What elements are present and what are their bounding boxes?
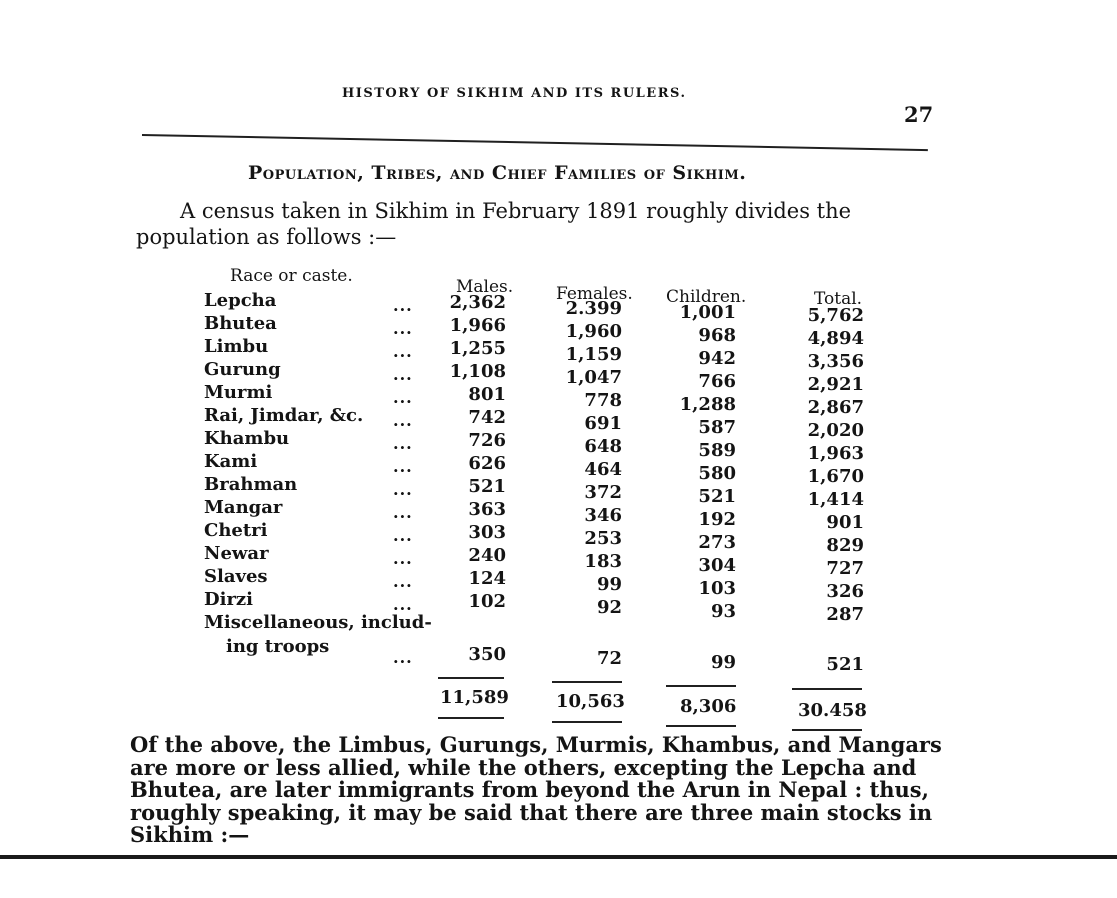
col-header-children: Children. <box>666 287 747 307</box>
intro-paragraph <box>136 198 936 250</box>
row-females: 1,159 <box>565 344 622 365</box>
row-children: 304 <box>698 555 736 576</box>
col-header-males: Males. <box>456 277 514 297</box>
leader-dots: ... <box>393 342 413 361</box>
header-rule <box>142 134 928 151</box>
row-name: Murmi <box>204 382 273 403</box>
row-children: 93 <box>710 601 736 622</box>
row-total: 1,963 <box>807 443 864 464</box>
page-number: 27 <box>904 102 934 127</box>
row-females: 2.399 <box>565 298 622 319</box>
leader-dots: ... <box>393 503 413 522</box>
row-name: Bhutea <box>204 313 277 334</box>
leader-dots: ... <box>393 296 413 315</box>
row-children: 580 <box>698 463 736 484</box>
leader-dots: ... <box>393 549 413 568</box>
row-females: 183 <box>584 551 622 572</box>
leader-dots: ... <box>393 319 413 338</box>
row-name: Chetri <box>204 520 268 541</box>
row-name: Lepcha <box>204 290 277 311</box>
row-males: 742 <box>468 407 506 428</box>
total-females: 10,563 <box>556 691 625 712</box>
row-males: 1,966 <box>449 315 506 336</box>
row-females: 99 <box>596 574 622 595</box>
row-females: 778 <box>584 390 622 411</box>
total-children: 8,306 <box>680 696 737 717</box>
row-females: 648 <box>584 436 622 457</box>
row-females: 464 <box>584 459 622 480</box>
leader-dots: ... <box>393 411 413 430</box>
row-total: 287 <box>826 604 864 625</box>
row-total: 901 <box>826 512 864 533</box>
intro-line-2: population as follows :— <box>136 225 397 249</box>
close-rule-males <box>438 717 504 719</box>
row-males: 363 <box>468 499 506 520</box>
row-females: 253 <box>584 528 622 549</box>
leader-dots: ... <box>393 365 413 384</box>
leader-dots: ... <box>393 572 413 591</box>
row-females: 1,960 <box>565 321 622 342</box>
row-males: 240 <box>468 545 506 566</box>
row-name: Brahman <box>204 474 298 495</box>
row-name: Khambu <box>204 428 290 449</box>
row-females: 372 <box>584 482 622 503</box>
row-total: 3,356 <box>807 351 864 372</box>
misc-females: 72 <box>596 648 622 669</box>
row-total: 1,414 <box>807 489 864 510</box>
row-name: Limbu <box>204 336 269 357</box>
sum-rule-females <box>552 681 622 683</box>
close-rule-children <box>666 725 736 727</box>
row-children: 1,001 <box>679 302 736 323</box>
row-name: Newar <box>204 543 269 564</box>
col-header-total: Total. <box>814 289 863 309</box>
row-name: Kami <box>204 451 258 472</box>
row-total: 2,921 <box>807 374 864 395</box>
row-total: 5,762 <box>807 305 864 326</box>
row-name: Slaves <box>204 566 268 587</box>
row-name: Dirzi <box>204 589 253 610</box>
row-males: 801 <box>468 384 506 405</box>
paragraph-line-1: Of the above, the Limbus, Gurungs, Murmis, Khambus, and Mangars <box>130 732 942 757</box>
row-children: 1,288 <box>679 394 736 415</box>
col-header-race: Race or caste. <box>230 266 353 286</box>
misc-name-line-1: Miscellaneous, includ- <box>204 612 432 633</box>
row-total: 829 <box>826 535 864 556</box>
row-males: 2,362 <box>449 292 506 313</box>
row-name: Gurung <box>204 359 281 380</box>
misc-name-line-2: ing troops <box>226 636 330 657</box>
closing-paragraph <box>130 734 950 847</box>
row-children: 587 <box>698 417 736 438</box>
row-children: 968 <box>698 325 736 346</box>
row-males: 102 <box>468 591 506 612</box>
row-total: 1,670 <box>807 466 864 487</box>
row-children: 521 <box>698 486 736 507</box>
row-name: Rai, Jimdar, &c. <box>204 405 364 426</box>
row-males: 1,255 <box>449 338 506 359</box>
running-head: HISTORY OF SIKHIM AND ITS RULERS. <box>342 86 687 101</box>
row-name: Mangar <box>204 497 283 518</box>
leader-dots: ... <box>393 595 413 614</box>
misc-total: 521 <box>826 654 864 675</box>
leader-dots: ... <box>393 648 413 667</box>
row-total: 326 <box>826 581 864 602</box>
sum-rule-children <box>666 685 736 687</box>
total-males: 11,589 <box>440 687 509 708</box>
row-total: 2,020 <box>807 420 864 441</box>
row-total: 727 <box>826 558 864 579</box>
leader-dots: ... <box>393 480 413 499</box>
row-females: 346 <box>584 505 622 526</box>
leader-dots: ... <box>393 434 413 453</box>
bottom-edge-rule <box>0 855 1117 859</box>
row-males: 626 <box>468 453 506 474</box>
row-males: 303 <box>468 522 506 543</box>
row-males: 521 <box>468 476 506 497</box>
row-children: 766 <box>698 371 736 392</box>
sum-rule-males <box>438 677 504 679</box>
paragraph-line-3: Bhutea, are later immigrants from beyond the Arun in Nepal : thus, <box>130 777 929 802</box>
row-females: 92 <box>596 597 622 618</box>
row-children: 942 <box>698 348 736 369</box>
row-males: 726 <box>468 430 506 451</box>
section-title: Population, Tribes, and Chief Families of Sikhim. <box>248 162 747 184</box>
row-males: 1,108 <box>449 361 506 382</box>
row-children: 589 <box>698 440 736 461</box>
row-females: 1,047 <box>565 367 622 388</box>
total-grand: 30.458 <box>798 700 867 721</box>
leader-dots: ... <box>393 526 413 545</box>
leader-dots: ... <box>393 388 413 407</box>
col-header-females: Females. <box>556 284 633 304</box>
misc-children: 99 <box>710 652 736 673</box>
paragraph-line-2: are more or less allied, while the others, excepting the Lepcha and <box>130 754 917 780</box>
leader-dots: ... <box>393 457 413 476</box>
row-females: 691 <box>584 413 622 434</box>
row-total: 2,867 <box>807 397 864 418</box>
paragraph-line-5: Sikhim :— <box>130 822 250 847</box>
intro-line-1: A census taken in Sikhim in February 1891 roughly divides the <box>180 199 852 223</box>
row-children: 273 <box>698 532 736 553</box>
close-rule-females <box>552 721 622 723</box>
row-males: 124 <box>468 568 506 589</box>
sum-rule-total <box>792 688 862 690</box>
table-row-misc <box>0 644 1117 675</box>
misc-males: 350 <box>468 644 506 665</box>
row-children: 192 <box>698 509 736 530</box>
row-children: 103 <box>698 578 736 599</box>
close-rule-total <box>792 729 862 731</box>
paragraph-line-4: roughly speaking, it may be said that there are three main stocks in <box>130 799 933 825</box>
row-total: 4,894 <box>807 328 864 349</box>
